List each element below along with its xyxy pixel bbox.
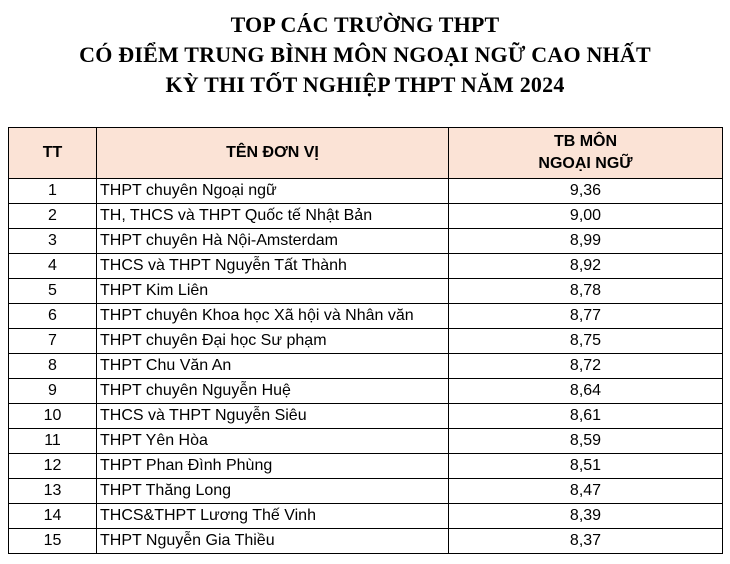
- table-row: [9, 229, 723, 254]
- table-row: [9, 354, 723, 379]
- row-tt: 3: [9, 229, 97, 254]
- row-score: 8,47: [449, 479, 723, 504]
- row-score: 8,39: [449, 504, 723, 529]
- row-score: 8,37: [449, 529, 723, 554]
- row-score: 8,51: [449, 454, 723, 479]
- row-score: 8,92: [449, 254, 723, 279]
- row-tt: 5: [9, 279, 97, 304]
- table-row: [9, 529, 723, 554]
- table-row: [9, 179, 723, 204]
- row-tt: 1: [9, 179, 97, 204]
- header-name: TÊN ĐƠN VỊ: [97, 128, 449, 179]
- row-name: THPT Chu Văn An: [97, 354, 449, 379]
- row-name: THCS và THPT Nguyễn Tất Thành: [97, 254, 449, 279]
- row-score: 8,72: [449, 354, 723, 379]
- row-tt: 7: [9, 329, 97, 354]
- row-tt: 2: [9, 204, 97, 229]
- row-tt: 12: [9, 454, 97, 479]
- header-tt: TT: [9, 128, 97, 179]
- row-name: THPT Kim Liên: [97, 279, 449, 304]
- header-score-line-2: NGOẠI NGỮ: [538, 155, 633, 172]
- table-row: [9, 479, 723, 504]
- row-tt: 13: [9, 479, 97, 504]
- header-row: [9, 128, 723, 179]
- row-tt: 4: [9, 254, 97, 279]
- row-score: 9,36: [449, 179, 723, 204]
- table-row: [9, 204, 723, 229]
- table-row: [9, 504, 723, 529]
- row-score: 8,75: [449, 329, 723, 354]
- title-line-1: TOP CÁC TRƯỜNG THPT: [230, 12, 500, 37]
- row-tt: 14: [9, 504, 97, 529]
- row-name: THCS và THPT Nguyễn Siêu: [97, 404, 449, 429]
- table-row: [9, 279, 723, 304]
- row-name: THPT chuyên Ngoại ngữ: [97, 179, 449, 204]
- row-tt: 15: [9, 529, 97, 554]
- row-score: 8,99: [449, 229, 723, 254]
- row-name: THPT chuyên Nguyễn Huệ: [97, 379, 449, 404]
- document-title: [0, 10, 730, 100]
- table-header: [9, 128, 723, 179]
- row-name: THPT chuyên Hà Nội-Amsterdam: [97, 229, 449, 254]
- row-score: 8,59: [449, 429, 723, 454]
- row-tt: 8: [9, 354, 97, 379]
- title-line-3: KỲ THI TỐT NGHIỆP THPT NĂM 2024: [165, 72, 565, 97]
- row-name: THPT Thăng Long: [97, 479, 449, 504]
- header-score: [449, 128, 723, 179]
- row-name: TH, THCS và THPT Quốc tế Nhật Bản: [97, 204, 449, 229]
- table-row: [9, 404, 723, 429]
- table-row: [9, 329, 723, 354]
- row-name: THPT Phan Đình Phùng: [97, 454, 449, 479]
- table-row: [9, 454, 723, 479]
- table-row: [9, 254, 723, 279]
- ranking-table: [8, 127, 723, 554]
- table-body: [9, 179, 723, 554]
- row-score: 8,77: [449, 304, 723, 329]
- row-name: THCS&THPT Lương Thế Vinh: [97, 504, 449, 529]
- header-score-line-1: TB MÔN: [553, 133, 618, 150]
- table-row: [9, 304, 723, 329]
- row-tt: 11: [9, 429, 97, 454]
- row-tt: 6: [9, 304, 97, 329]
- table-row: [9, 429, 723, 454]
- row-score: 8,61: [449, 404, 723, 429]
- row-tt: 10: [9, 404, 97, 429]
- row-name: THPT Nguyễn Gia Thiều: [97, 529, 449, 554]
- row-name: THPT chuyên Đại học Sư phạm: [97, 329, 449, 354]
- row-name: THPT Yên Hòa: [97, 429, 449, 454]
- title-line-2: CÓ ĐIỂM TRUNG BÌNH MÔN NGOẠI NGỮ CAO NHẤT: [79, 42, 651, 67]
- row-score: 8,78: [449, 279, 723, 304]
- row-name: THPT chuyên Khoa học Xã hội và Nhân văn: [97, 304, 449, 329]
- row-score: 9,00: [449, 204, 723, 229]
- row-tt: 9: [9, 379, 97, 404]
- row-score: 8,64: [449, 379, 723, 404]
- table-row: [9, 379, 723, 404]
